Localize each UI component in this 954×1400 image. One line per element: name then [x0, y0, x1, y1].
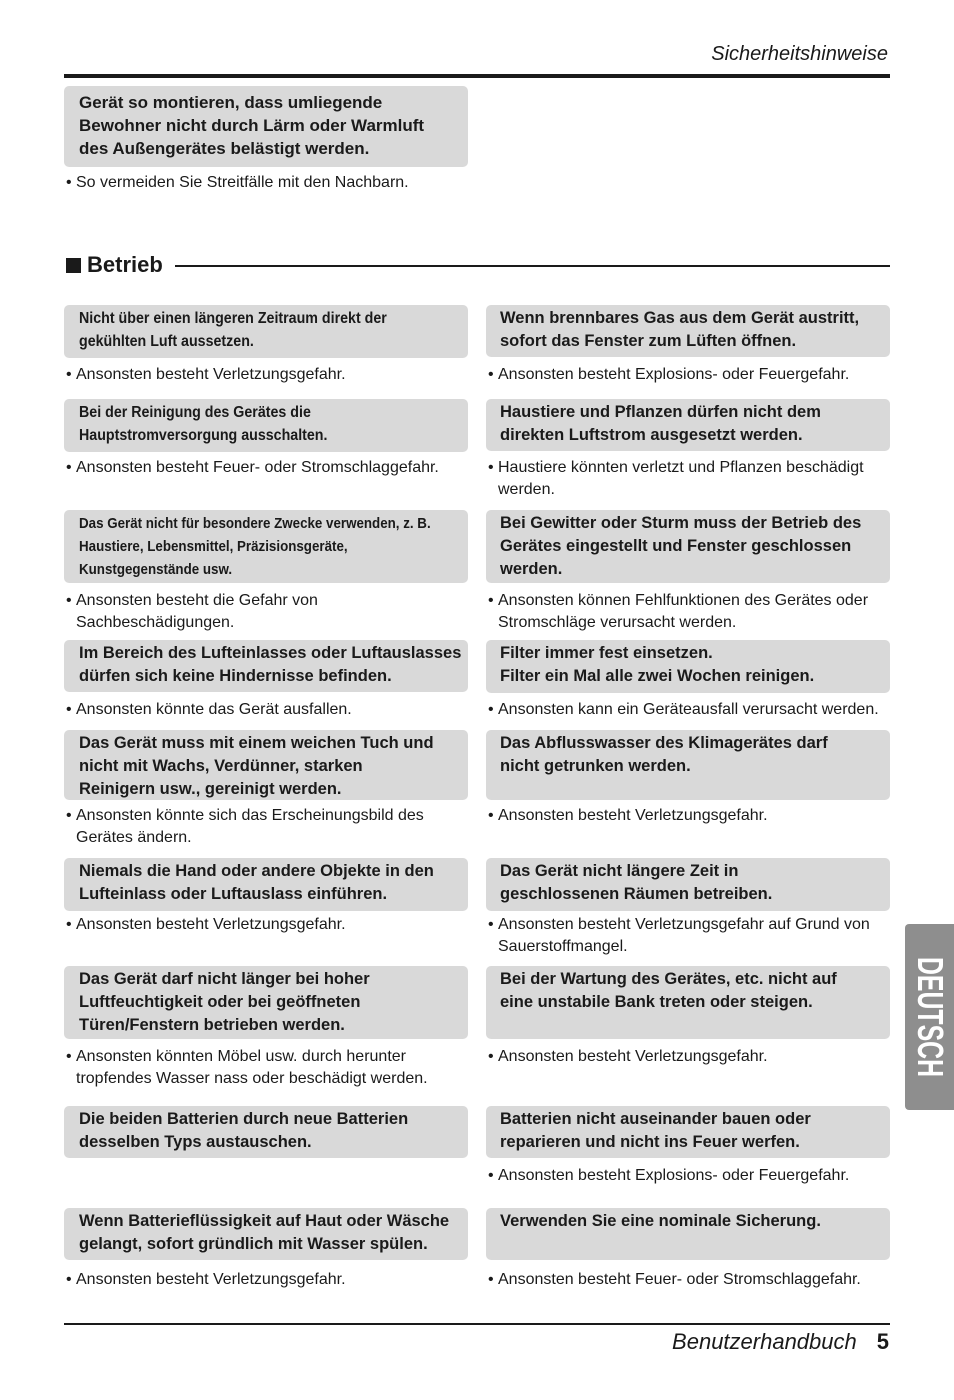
row-9-left-box [64, 1208, 468, 1260]
caution-text-line: Kunstgegenstände usw. [79, 561, 233, 578]
row-3-left-note [64, 590, 468, 634]
note-line: Ansonsten könnten Möbel usw. durch herunter [76, 1048, 406, 1065]
row-3-right-note [486, 590, 890, 634]
note-line: So vermeiden Sie Streitfälle mit den Nachbarn. [76, 174, 409, 191]
caution-text-line: Bewohner nicht durch Lärm oder Warmluft [79, 116, 425, 135]
caution-text-line: gekühlten Luft aussetzen. [79, 333, 254, 350]
row-3-left-box [64, 510, 468, 583]
caution-text-line: desselben Typs austauschen. [79, 1133, 312, 1151]
note-line: Ansonsten besteht Verletzungsgefahr. [498, 1048, 768, 1065]
section-title: Betrieb [87, 252, 163, 277]
manual-title: Benutzerhandbuch [672, 1329, 857, 1354]
caution-text-line: Wenn Batterieflüssigkeit auf Haut oder Wäsche [79, 1212, 450, 1230]
caution-text-line: Batterien nicht auseinander bauen oder [500, 1110, 811, 1128]
row-7-right-note [486, 1046, 890, 1068]
caution-text-line: Haustiere, Lebensmittel, Präzisionsgeräte, [79, 538, 348, 555]
note-line: Ansonsten besteht Explosions- oder Feuergefahr. [498, 1167, 850, 1184]
bullet: • [66, 592, 72, 609]
section-rule [175, 265, 890, 267]
caution-text-line: gelangt, sofort gründlich mit Wasser spülen. [79, 1235, 428, 1253]
caution-text-line: Das Gerät darf nicht länger bei hoher [79, 970, 370, 988]
bullet: • [66, 1048, 72, 1065]
caution-text-line: dürfen sich keine Hindernisse befinden. [79, 667, 392, 685]
caution-text-line: Filter ein Mal alle zwei Wochen reinigen. [500, 667, 815, 685]
note-line: Haustiere könnten verletzt und Pflanzen beschädigt [498, 459, 864, 476]
row-8-right-note [486, 1165, 890, 1187]
caution-text-line: des Außengerätes belästigt werden. [79, 139, 370, 158]
row-2-right-box [486, 399, 890, 451]
bullet: • [488, 701, 494, 718]
row-2-left-note [64, 457, 468, 479]
note-line: Gerätes ändern. [76, 829, 192, 846]
caution-text-line: Das Gerät nicht für besondere Zwecke verwenden, z. B. [79, 515, 431, 532]
caution-text-line: Lufteinlass oder Luftauslass einführen. [79, 885, 388, 903]
footer-rule [64, 1323, 890, 1325]
bullet: • [66, 701, 72, 718]
bullet: • [488, 1048, 494, 1065]
caution-text-line: Reinigern usw., gereinigt werden. [79, 780, 342, 798]
row-1-right-note [486, 364, 890, 386]
row-9-right-box [486, 1208, 890, 1260]
row-2-left-box [64, 399, 468, 452]
bullet: • [66, 1271, 72, 1288]
row-2-right-note [486, 457, 890, 501]
row-5-left-note [64, 805, 468, 849]
caution-text-line: Gerät so montieren, dass umliegende [79, 93, 383, 112]
caution-text-line: Gerätes eingestellt und Fenster geschlossen [500, 537, 852, 555]
note-line: tropfendes Wasser nass oder beschädigt werden. [76, 1070, 428, 1087]
caution-text-line: Verwenden Sie eine nominale Sicherung. [500, 1212, 821, 1230]
bullet: • [66, 807, 72, 824]
row-4-right-note [486, 699, 890, 721]
row-5-left-box [64, 730, 468, 800]
row-7-left-note [64, 1046, 468, 1090]
row-6-left-box [64, 858, 468, 911]
caution-text-line: direkten Luftstrom ausgesetzt werden. [500, 426, 803, 444]
bullet: • [488, 592, 494, 609]
note-line: Ansonsten besteht Verletzungsgefahr. [76, 366, 346, 383]
caution-text-line: werden. [500, 560, 563, 578]
caution-text-line: Die beiden Batterien durch neue Batterien [79, 1110, 409, 1128]
bullet: • [488, 1271, 494, 1288]
header-rule [64, 74, 890, 78]
note-line: Ansonsten besteht Verletzungsgefahr. [498, 807, 768, 824]
row-8-right-box [486, 1106, 890, 1158]
row-1-right-box [486, 305, 890, 357]
caution-text-line: sofort das Fenster zum Lüften öffnen. [500, 332, 797, 350]
row-3-right-box [486, 510, 890, 583]
caution-text-line: Das Gerät nicht längere Zeit in [500, 862, 739, 880]
note-line: Ansonsten können Fehlfunktionen des Gerätes oder [498, 592, 869, 609]
row-4-left-note [64, 699, 468, 721]
note-line: werden. [498, 481, 555, 498]
bullet: • [488, 459, 494, 476]
caution-text-line: Bei der Reinigung des Gerätes die [79, 404, 311, 421]
bullet: • [66, 174, 72, 191]
caution-text-line: Wenn brennbares Gas aus dem Gerät austritt, [500, 309, 860, 327]
row-4-left-box [64, 640, 468, 692]
caution-text-line: Luftfeuchtigkeit oder bei geöffneten [79, 993, 361, 1011]
row-7-left-box [64, 966, 468, 1039]
bullet: • [66, 366, 72, 383]
note-line: Ansonsten besteht Verletzungsgefahr. [76, 1271, 346, 1288]
intro-note [64, 172, 468, 194]
caution-text-line: Hauptstromversorgung ausschalten. [79, 427, 328, 444]
note-line: Ansonsten besteht Explosions- oder Feuergefahr. [498, 366, 850, 383]
bullet: • [66, 459, 72, 476]
caution-text-line: Das Gerät muss mit einem weichen Tuch und [79, 734, 434, 752]
bullet: • [66, 916, 72, 933]
row-6-left-note [64, 914, 468, 936]
caution-text-line: Das Abflusswasser des Klimagerätes darf [500, 734, 828, 752]
caution-text-line: Im Bereich des Lufteinlasses oder Luftauslasses [79, 644, 462, 662]
row-8-left-box [64, 1106, 468, 1158]
caution-text-line: Nicht über einen längeren Zeitraum direkt der [79, 310, 387, 327]
caution-text-line: Bei der Wartung des Gerätes, etc. nicht auf [500, 970, 837, 988]
note-line: Ansonsten besteht die Gefahr von [76, 592, 318, 609]
intro-caution-box [64, 86, 468, 167]
note-line: Ansonsten besteht Verletzungsgefahr. [76, 916, 346, 933]
note-line: Ansonsten könnte sich das Erscheinungsbild des [76, 807, 424, 824]
bullet: • [488, 1167, 494, 1184]
caution-text-line: geschlossenen Räumen betreiben. [500, 885, 773, 903]
note-line: Ansonsten besteht Verletzungsgefahr auf Grund von [498, 916, 870, 933]
row-4-right-box [486, 640, 890, 693]
chapter-title: Sicherheitshinweise [711, 43, 888, 65]
note-line: Ansonsten kann ein Geräteausfall verursacht werden. [498, 701, 879, 718]
square-bullet-icon [66, 258, 81, 273]
caution-text-line: nicht mit Wachs, Verdünner, starken [79, 757, 363, 775]
caution-text-line: Bei Gewitter oder Sturm muss der Betrieb des [500, 514, 862, 532]
caution-text-line: Niemals die Hand oder andere Objekte in den [79, 862, 434, 880]
caution-text-line: Filter immer fest einsetzen. [500, 644, 713, 662]
note-line: Sachbeschädigungen. [76, 614, 235, 631]
note-line: Ansonsten besteht Feuer- oder Stromschlaggefahr. [498, 1271, 861, 1288]
caution-text-line: reparieren und nicht ins Feuer werfen. [500, 1133, 800, 1151]
note-line: Ansonsten könnte das Gerät ausfallen. [76, 701, 352, 718]
caution-text-line: eine unstabile Bank treten oder steigen. [500, 993, 813, 1011]
note-line: Ansonsten besteht Feuer- oder Stromschlaggefahr. [76, 459, 439, 476]
bullet: • [488, 916, 494, 933]
row-7-right-box [486, 966, 890, 1039]
row-1-left-note [64, 364, 468, 386]
row-9-left-note [64, 1269, 468, 1291]
row-9-right-note [486, 1269, 890, 1291]
bullet: • [488, 366, 494, 383]
page-footer [672, 1329, 889, 1355]
language-tab [905, 924, 954, 1110]
row-6-right-box [486, 858, 890, 911]
page-number: 5 [876, 1329, 889, 1354]
row-5-right-note [486, 805, 890, 827]
row-1-left-box [64, 305, 468, 358]
caution-text-line: Türen/Fenstern betrieben werden. [79, 1016, 345, 1034]
bullet: • [488, 807, 494, 824]
language-tab-label: DEUTSCH [909, 956, 951, 1078]
row-5-right-box [486, 730, 890, 800]
row-6-right-note [486, 914, 890, 958]
note-line: Stromschläge verursacht werden. [498, 614, 737, 631]
caution-text-line: Haustiere und Pflanzen dürfen nicht dem [500, 403, 821, 421]
caution-text-line: nicht getrunken werden. [500, 757, 691, 775]
note-line: Sauerstoffmangel. [498, 938, 628, 955]
